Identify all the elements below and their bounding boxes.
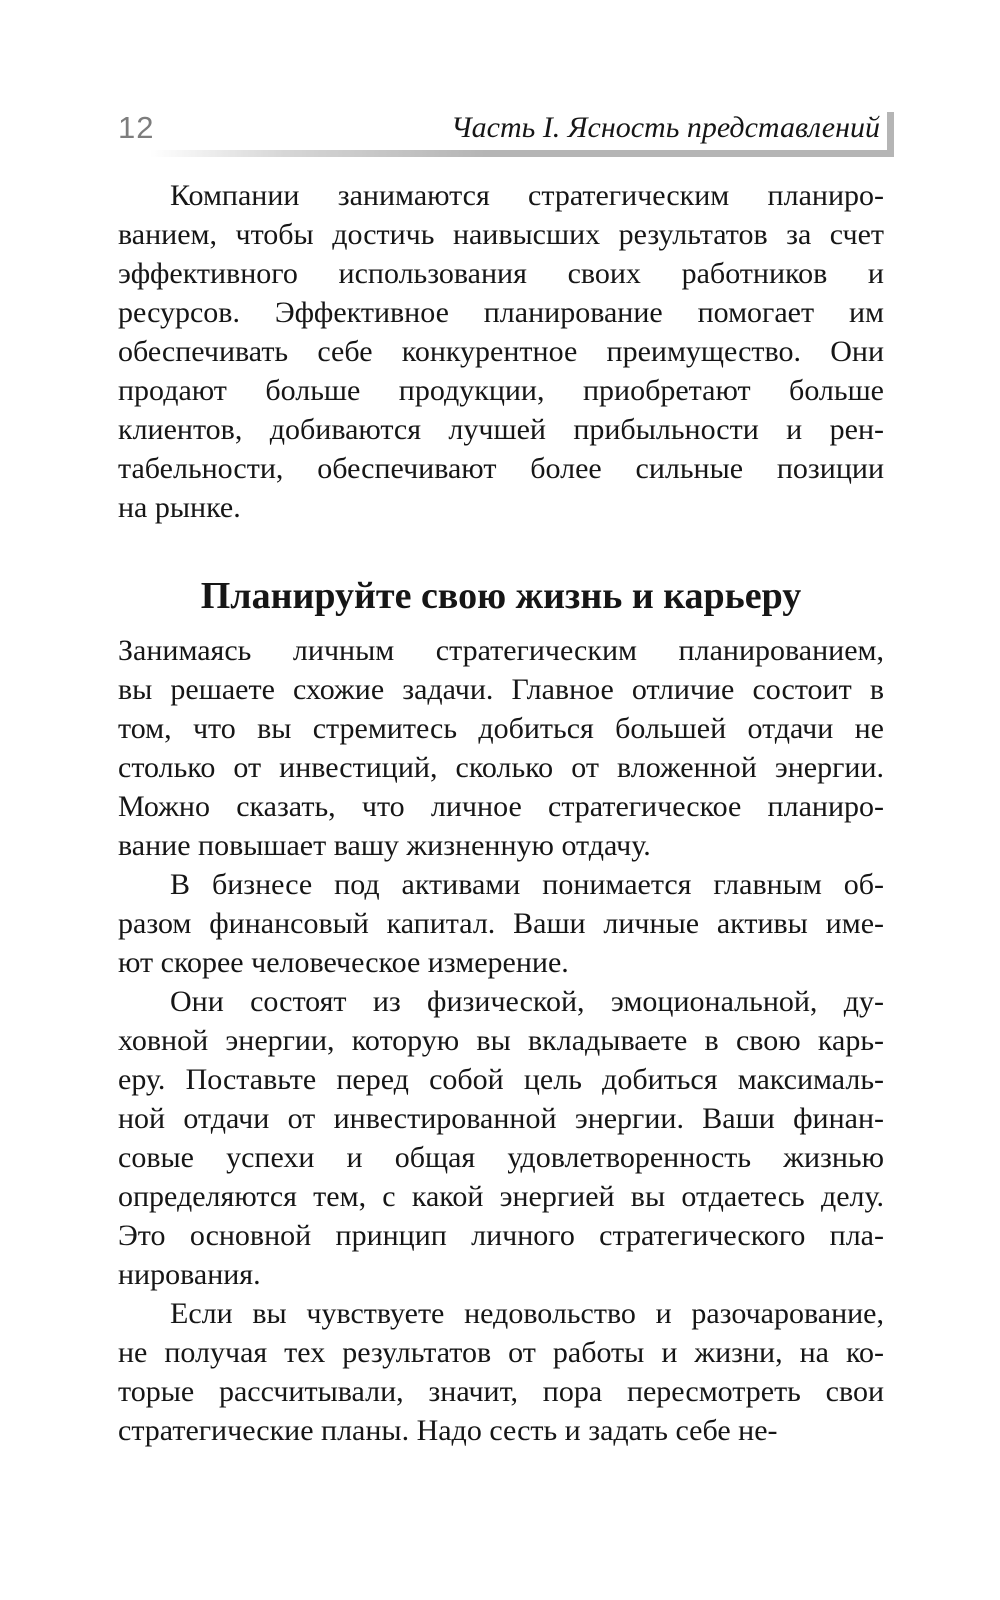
text-line: том, что вы стремитесь добиться большей отдачи не	[118, 712, 884, 745]
paragraph	[118, 631, 884, 865]
text-line: обеспечивать себе конкурентное преимущество. Они	[118, 335, 884, 368]
header-rule-horizontal	[150, 150, 894, 157]
text-line: еру. Поставьте перед собой цель добиться максималь-	[118, 1063, 884, 1096]
text-line: табельности, обеспечивают более сильные позиции	[118, 452, 884, 485]
paragraph	[118, 1294, 884, 1450]
text-line: разом финансовый капитал. Ваши личные активы име-	[118, 907, 884, 940]
text-line: стратегические планы. Надо сесть и задать себе не-	[118, 1414, 778, 1447]
text-line: ховной энергии, которую вы вкладываете в свою карь-	[118, 1024, 884, 1057]
text-line: ной отдачи от инвестированной энергии. Ваши финан-	[118, 1102, 884, 1135]
text-line: на рынке.	[118, 491, 241, 524]
text-line: В бизнесе под активами понимается главным об-	[170, 868, 884, 901]
paragraph	[118, 865, 884, 982]
text-line: вы решаете схожие задачи. Главное отличие состоит в	[118, 673, 884, 706]
text-line: клиентов, добиваются лучшей прибыльности и рен-	[118, 413, 884, 446]
running-head: Часть I. Ясность представлений	[451, 111, 880, 144]
text-line: вание повышает вашу жизненную отдачу.	[118, 829, 651, 862]
text-line: столько от инвестиций, сколько от вложенной энергии.	[118, 751, 884, 784]
text-line: торые рассчитывали, значит, пора пересмотреть свои	[118, 1375, 884, 1408]
text-line: Компании занимаются стратегическим планиро-	[170, 179, 884, 212]
text-line: Они состоят из физической, эмоциональной, ду-	[170, 985, 884, 1018]
page-body	[118, 176, 884, 1450]
header-rule-vertical	[887, 112, 894, 157]
paragraph	[118, 176, 884, 527]
text-line: совые успехи и общая удовлетворенность жизнью	[118, 1141, 884, 1174]
text-line: нирования.	[118, 1258, 261, 1291]
text-line: продают больше продукции, приобретают больше	[118, 374, 884, 407]
section-heading: Планируйте свою жизнь и карьеру	[200, 575, 802, 617]
text-line: определяются тем, с какой энергией вы отдаетесь делу.	[118, 1180, 884, 1213]
text-line: Это основной принцип личного стратегического пла-	[118, 1219, 884, 1252]
text-line: ванием, чтобы достичь наивысших результатов за счет	[118, 218, 884, 251]
text-line: Если вы чувствуете недовольство и разочарование,	[170, 1297, 884, 1330]
text-line: эффективного использования своих работников и	[118, 257, 884, 290]
text-line: ют скорее человеческое измерение.	[118, 946, 569, 979]
text-line: не получая тех результатов от работы и жизни, на ко-	[118, 1336, 884, 1369]
text-line: Можно сказать, что личное стратегическое планиро-	[118, 790, 884, 823]
text-line: Занимаясь личным стратегическим планированием,	[118, 634, 884, 667]
page-number: 12	[118, 110, 155, 145]
paragraph	[118, 982, 884, 1294]
page-header	[118, 108, 880, 148]
text-line: ресурсов. Эффективное планирование помогает им	[118, 296, 884, 329]
